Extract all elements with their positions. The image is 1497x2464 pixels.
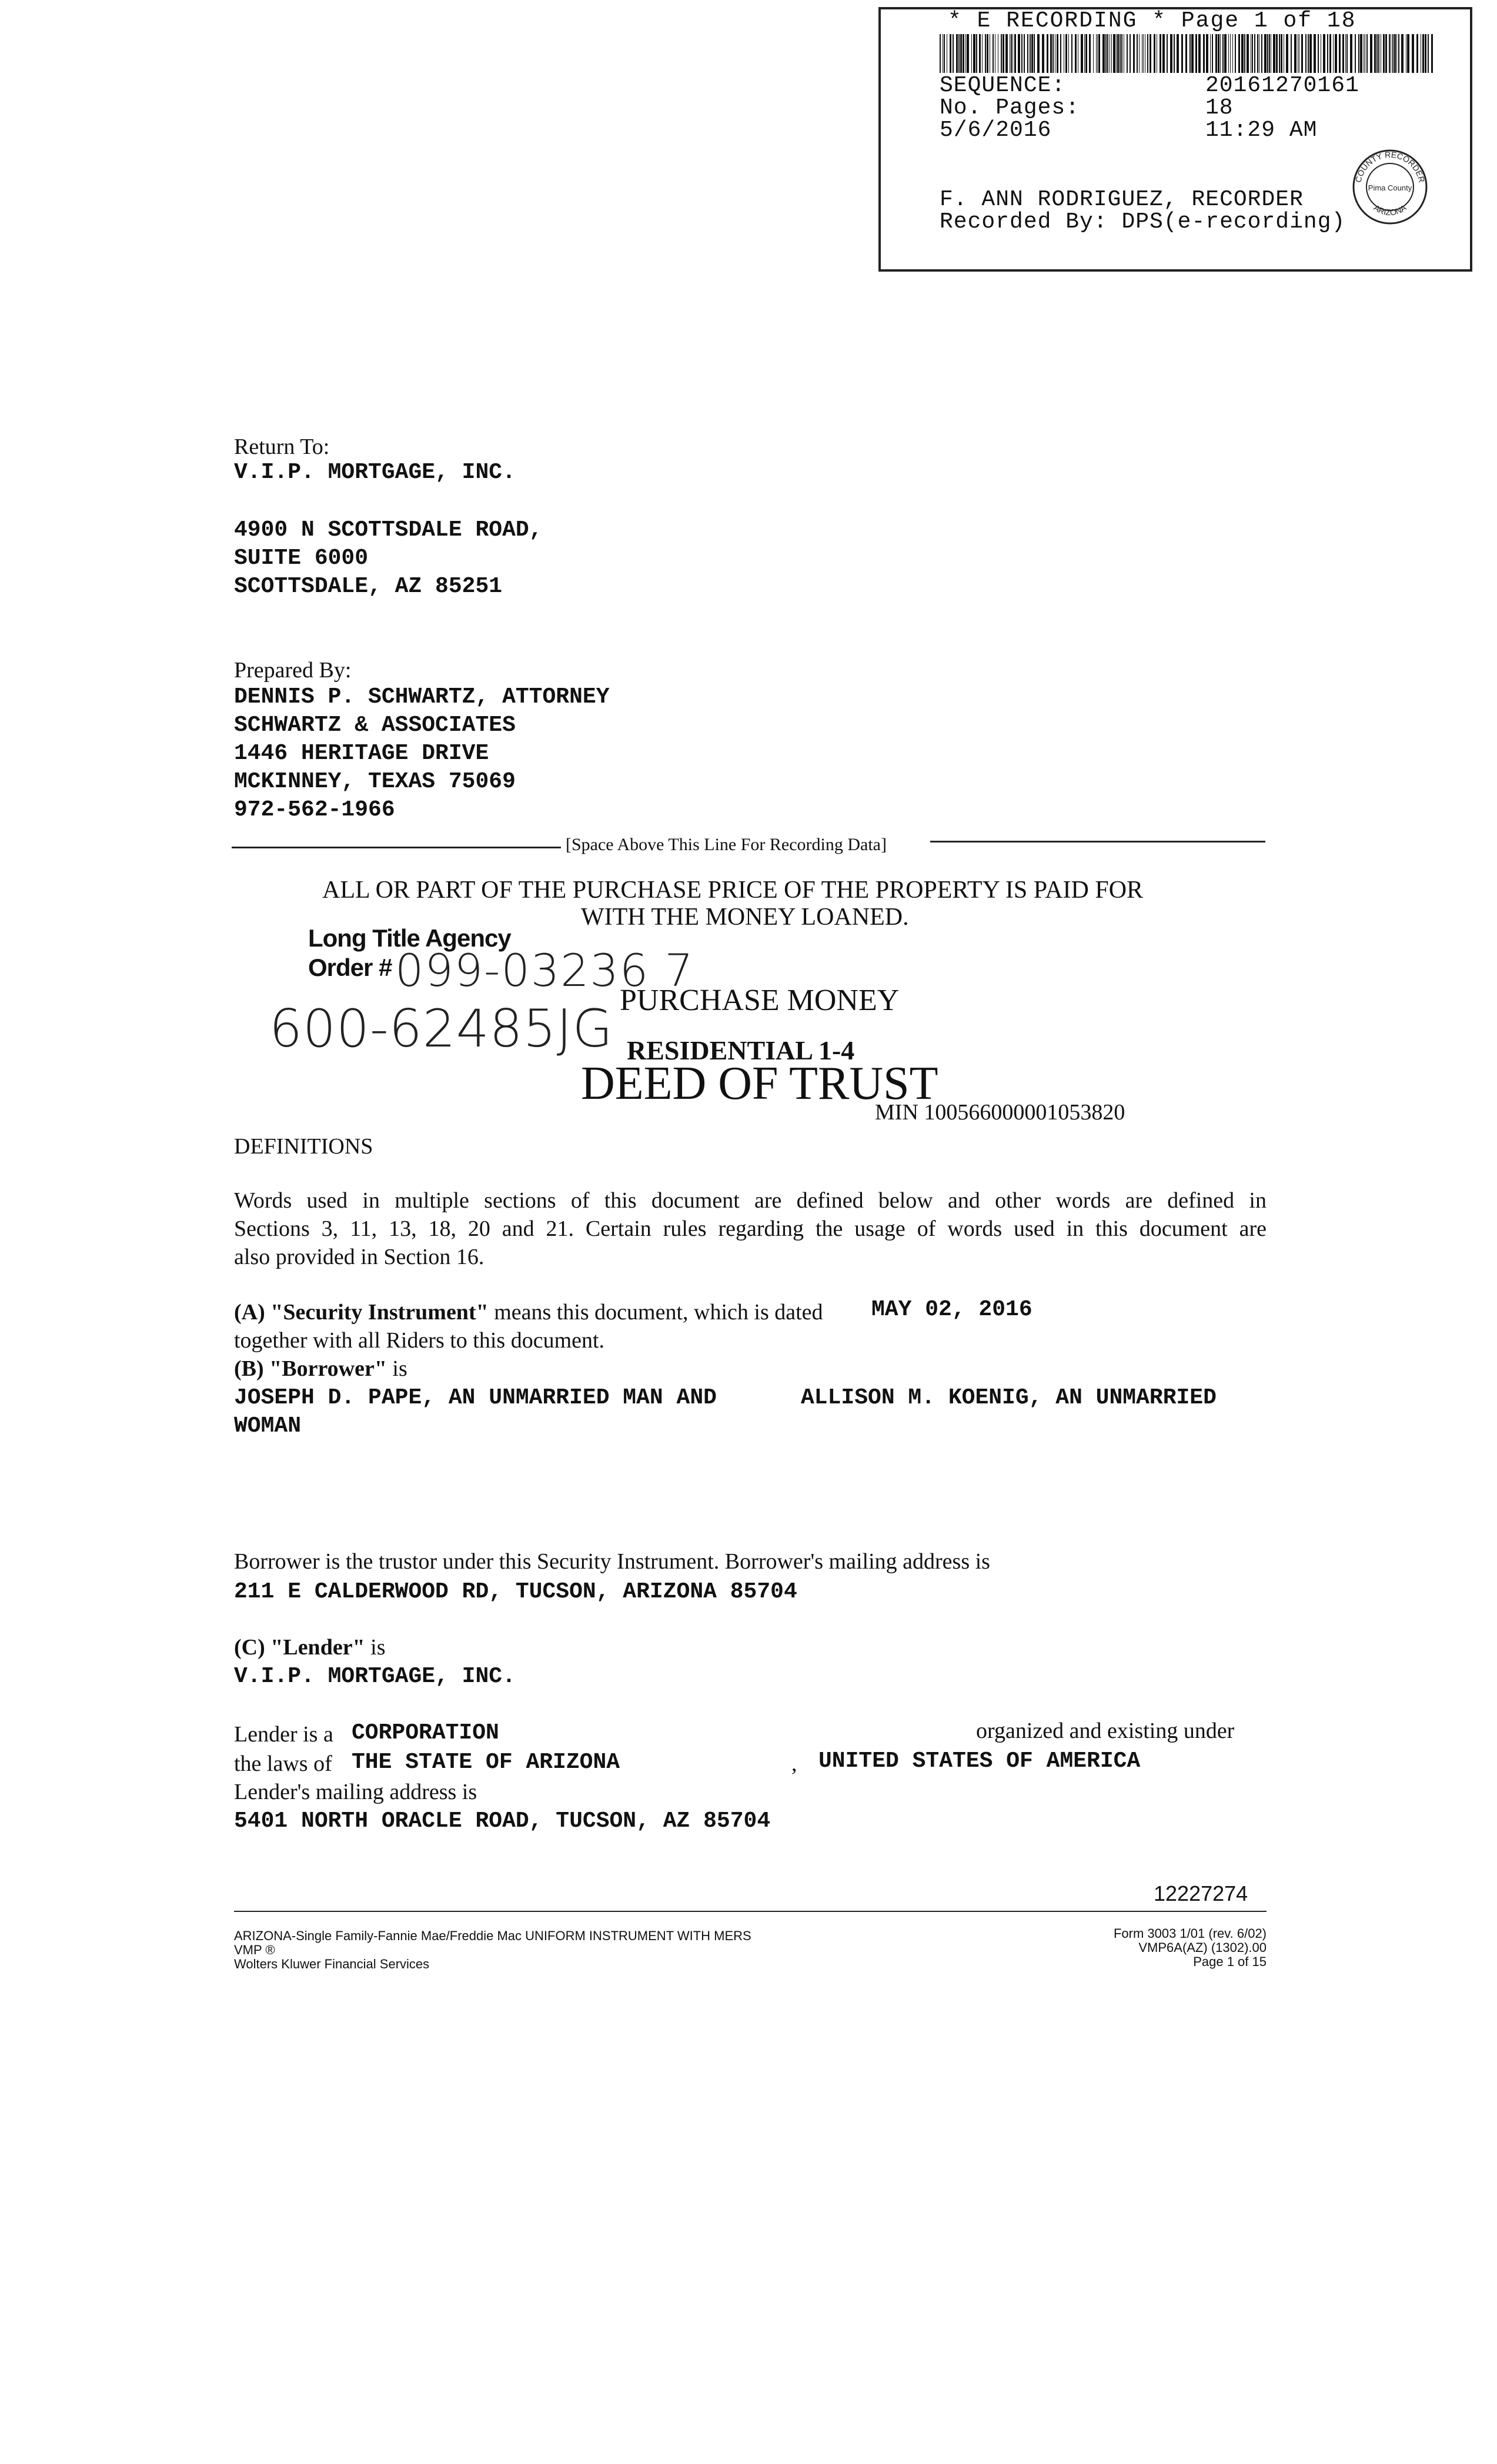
barcode-bar [940, 34, 941, 73]
definitions-intro-line-3: also provided in Section 16. [234, 1245, 484, 1269]
barcode-bar [1189, 34, 1191, 73]
space-above-line-text: [Space Above This Line For Recording Data] [566, 835, 887, 854]
prepared-by-line-5: 972-562-1966 [234, 797, 395, 823]
barcode-bar [982, 34, 983, 73]
prepared-by-line-4: MCKINNEY, TEXAS 75069 [234, 769, 516, 794]
barcode-bar [1024, 34, 1025, 73]
barcode-bar [958, 34, 960, 73]
prepared-by-line-2: SCHWARTZ & ASSOCIATES [234, 713, 516, 738]
barcode-bar [1401, 34, 1404, 73]
barcode-bar [1269, 34, 1270, 73]
footer-page-number: Page 1 of 15 [1193, 1954, 1267, 1969]
barcode-bar [1121, 34, 1122, 73]
barcode-bar [1358, 34, 1359, 73]
barcode-bar [1191, 34, 1194, 73]
barcode-bar [1247, 34, 1249, 73]
barcode-bar [1174, 34, 1175, 73]
definitions-intro-line-2 [234, 1216, 1267, 1242]
return-to-address-1: 4900 N SCOTTSDALE ROAD, [234, 517, 543, 543]
barcode-bar [1089, 34, 1091, 73]
footer-form-description: ARIZONA-Single Family-Fannie Mae/Freddie Mac UNIFORM INSTRUMENT WITH MERS [234, 1928, 751, 1943]
barcode-bar [1267, 34, 1268, 73]
barcode-bar [985, 34, 986, 73]
recording-time: 11:29 AM [1205, 118, 1318, 143]
barcode-bar [1335, 34, 1337, 73]
barcode-bar [1050, 34, 1052, 73]
seal-top-text: COUNTY RECORDER [1353, 149, 1427, 183]
barcode-bar [1232, 34, 1233, 73]
barcode-bar [1412, 34, 1414, 73]
barcode-bar [979, 34, 981, 73]
barcode-bar [1130, 34, 1131, 73]
barcode-bar [1339, 34, 1341, 73]
barcode-bar [1198, 34, 1201, 73]
barcode-bar [1360, 34, 1362, 73]
security-instrument-date: MAY 02, 2016 [871, 1297, 1032, 1322]
barcode-bar [1318, 34, 1319, 73]
definitions-intro-text-1: Words used in multiple sections of this document are defined below and other words are defined in [234, 1188, 1267, 1213]
borrower-name-1: JOSEPH D. PAPE, AN UNMARRIED MAN AND [234, 1385, 717, 1410]
barcode-bar [1394, 34, 1396, 73]
barcode-bar [1116, 34, 1117, 73]
prepared-by-label: Prepared By: [234, 658, 352, 683]
barcode-bar [1030, 34, 1031, 73]
barcode-bar [971, 34, 972, 73]
barcode-bar [1220, 34, 1221, 73]
barcode-bar [1215, 34, 1217, 73]
state-country-comma: , [791, 1751, 797, 1776]
lender-name: V.I.P. MORTGAGE, INC. [234, 1664, 516, 1689]
barcode-bar [1154, 34, 1155, 73]
definition-a-text-2: together with all Riders to this document. [234, 1328, 605, 1353]
barcode-bar [1001, 34, 1002, 73]
barcode-bar [1252, 34, 1253, 73]
barcode-bar [1034, 34, 1035, 73]
barcode-bar [1170, 34, 1172, 73]
barcode-bar [1117, 34, 1119, 73]
barcode-bar [1376, 34, 1378, 73]
barcode-bar [1210, 34, 1211, 73]
purchase-notice-line-1: ALL OR PART OF THE PURCHASE PRICE OF THE PROPERTY IS PAID FOR [322, 877, 1144, 904]
barcode-bar [1068, 34, 1069, 73]
prepared-by-line-1: DENNIS P. SCHWARTZ, ATTORNEY [234, 684, 610, 710]
laws-of-text: the laws of [234, 1751, 332, 1776]
barcode-bar [1107, 34, 1108, 73]
footer-rule [234, 1911, 1267, 1912]
recorded-by: Recorded By: DPS(e-recording) [940, 209, 1346, 235]
barcode-bar [1350, 34, 1352, 73]
barcode-bar [1305, 34, 1306, 73]
barcode-bar [1042, 34, 1044, 73]
barcode-bar [1279, 34, 1280, 73]
barcode-bar [1102, 34, 1105, 73]
barcode-bar [1133, 34, 1135, 73]
barcode-bar [1159, 34, 1161, 73]
barcode-bar [1422, 34, 1424, 73]
barcode-bar [1097, 34, 1098, 73]
organized-existing-text: organized and existing under [976, 1719, 1235, 1743]
definition-a-text: means this document, which is dated [494, 1300, 823, 1325]
barcode-bar [1230, 34, 1231, 73]
barcode-bar [1031, 34, 1033, 73]
barcode-bar [1228, 34, 1229, 73]
barcode-bar [1111, 34, 1112, 73]
barcode-bar [993, 34, 994, 73]
barcode-bar [953, 34, 954, 73]
barcode-bar [1238, 34, 1240, 73]
barcode-bar [1314, 34, 1316, 73]
barcode-bar [1327, 34, 1328, 73]
barcode-bar [1143, 34, 1144, 73]
footer-vmp: VMP ® [234, 1943, 275, 1957]
lender-mailing-address: 5401 NORTH ORACLE ROAD, TUCSON, AZ 85704 [234, 1808, 771, 1834]
order-label: Order # [308, 954, 392, 981]
barcode-bar [1195, 34, 1197, 73]
barcode-bar [1071, 34, 1072, 73]
barcode-bar [1235, 34, 1236, 73]
barcode-bar [1254, 34, 1255, 73]
seal-bottom-text: ARIZONA [1372, 202, 1408, 218]
borrower-name-2: ALLISON M. KOENIG, AN UNMARRIED [801, 1385, 1217, 1410]
definition-b-label: (B) "Borrower" [234, 1356, 387, 1381]
definitions-intro-text-2: Sections 3, 11, 13, 18, 20 and 21. Certain rules regarding the usage of words used in this document are [234, 1216, 1267, 1241]
purchase-notice-line-2: WITH THE MONEY LOANED. [581, 904, 909, 931]
barcode-bar [1309, 34, 1312, 73]
barcode-bar [1241, 34, 1244, 73]
recording-rule-right [930, 841, 1265, 842]
definition-c-row [234, 1634, 386, 1660]
barcode-bar [944, 34, 945, 73]
purchase-money-label: PURCHASE MONEY [620, 984, 900, 1017]
definition-a-label: (A) "Security Instrument" [234, 1300, 489, 1325]
barcode-bar [1291, 34, 1292, 73]
barcode-bar [1281, 34, 1282, 73]
barcode-bar [1120, 34, 1121, 73]
definition-a-row [234, 1299, 823, 1325]
barcode-bar [1037, 34, 1040, 73]
definitions-heading: DEFINITIONS [234, 1134, 373, 1159]
recording-date: 5/6/2016 [940, 118, 1052, 143]
barcode-bar [1137, 34, 1138, 73]
barcode-bar [960, 34, 962, 73]
deed-of-trust-title: DEED OF TRUST [581, 1058, 938, 1109]
barcode-bar [1185, 34, 1187, 73]
barcode-bar [1261, 34, 1262, 73]
barcode-bar [1301, 34, 1303, 73]
pages-label: No. Pages: [940, 95, 1080, 121]
barcode-bar [1081, 34, 1083, 73]
barcode-bar [1222, 34, 1224, 73]
barcode-bar [1162, 34, 1165, 73]
barcode-bar [1065, 34, 1067, 73]
definitions-intro-line-1 [234, 1188, 1267, 1213]
barcode-bar [1431, 34, 1433, 73]
barcode-bar [1027, 34, 1028, 73]
barcode-bar [1057, 34, 1058, 73]
barcode-bar [1206, 34, 1208, 73]
sequence-value: 20161270161 [1205, 73, 1359, 98]
barcode-bar [965, 34, 966, 73]
barcode-bar [1425, 34, 1426, 73]
barcode-bar [1085, 34, 1087, 73]
barcode-bar [1139, 34, 1140, 73]
return-to-address-2: SUITE 6000 [234, 546, 369, 571]
footer-form-code: VMP6A(AZ) (1302).00 [1138, 1940, 1267, 1955]
prepared-by-line-3: 1446 HERITAGE DRIVE [234, 741, 489, 766]
barcode-bar [1224, 34, 1227, 73]
barcode-bar [1374, 34, 1376, 73]
title-agency-stamp: Long Title Agency [308, 924, 511, 952]
barcode-bar [1329, 34, 1331, 73]
lender-country: UNITED STATES OF AMERICA [818, 1748, 1141, 1774]
barcode [940, 34, 1433, 73]
footer-publisher: Wolters Kluwer Financial Services [234, 1957, 430, 1971]
recording-rule-left [232, 847, 561, 848]
sequence-label: SEQUENCE: [940, 73, 1066, 98]
barcode-bar [1181, 34, 1183, 73]
barcode-bar [976, 34, 977, 73]
borrower-mailing-address: 211 E CALDERWOOD RD, TUCSON, ARIZONA 85704 [234, 1579, 797, 1604]
definition-c-label: (C) "Lender" [234, 1635, 365, 1660]
barcode-bar [1005, 34, 1008, 73]
barcode-bar [1212, 34, 1213, 73]
barcode-bar [1060, 34, 1061, 73]
barcode-bar [1113, 34, 1115, 73]
barcode-bar [1355, 34, 1356, 73]
barcode-bar [1370, 34, 1372, 73]
barcode-bar [1378, 34, 1379, 73]
barcode-bar [1147, 34, 1148, 73]
barcode-bar [1167, 34, 1168, 73]
barcode-bar [1345, 34, 1346, 73]
lender-type: CORPORATION [352, 1720, 499, 1746]
barcode-bar [1389, 34, 1390, 73]
barcode-bar [1021, 34, 1022, 73]
borrower-name-3: WOMAN [234, 1413, 302, 1439]
barcode-bar [1218, 34, 1219, 73]
footer-form-number: Form 3003 1/01 (rev. 6/02) [1113, 1926, 1267, 1941]
lender-mailing-label: Lender's mailing address is [234, 1780, 477, 1804]
barcode-bar [1052, 34, 1054, 73]
barcode-bar [1047, 34, 1048, 73]
barcode-bar [963, 34, 964, 73]
barcode-bar [1150, 34, 1151, 73]
residential-label: RESIDENTIAL 1-4 [627, 1035, 855, 1065]
barcode-bar [1342, 34, 1344, 73]
barcode-bar [1105, 34, 1107, 73]
barcode-bar [1323, 34, 1325, 73]
barcode-bar [1383, 34, 1385, 73]
barcode-bar [1396, 34, 1397, 73]
loan-number: 12227274 [1154, 1881, 1248, 1905]
barcode-bar [1244, 34, 1245, 73]
barcode-bar [973, 34, 975, 73]
barcode-bar [950, 34, 951, 73]
barcode-bar [1346, 34, 1348, 73]
county-seal [1351, 148, 1429, 226]
barcode-bar [1127, 34, 1128, 73]
barcode-bar [1075, 34, 1077, 73]
barcode-bar [1428, 34, 1429, 73]
min-number: MIN 100566000001053820 [875, 1100, 1125, 1125]
seal-center-text: Pima County [1368, 183, 1412, 192]
definition-c-is: is [370, 1635, 386, 1660]
recorder-name: F. ANN RODRIGUEZ, RECORDER [940, 187, 1304, 212]
barcode-bar [1084, 34, 1085, 73]
barcode-bar [1203, 34, 1205, 73]
barcode-bar [1098, 34, 1100, 73]
barcode-bar [1273, 34, 1275, 73]
lender-state: THE STATE OF ARIZONA [352, 1750, 620, 1775]
barcode-bar [987, 34, 988, 73]
borrower-trustor-text: Borrower is the trustor under this Security Instrument. Borrower's mailing address is [234, 1549, 990, 1574]
barcode-bar [1257, 34, 1258, 73]
barcode-bar [1018, 34, 1020, 73]
barcode-bar [1003, 34, 1004, 73]
barcode-bar [1392, 34, 1394, 73]
barcode-bar [1093, 34, 1094, 73]
barcode-bar [1366, 34, 1368, 73]
barcode-bar [1264, 34, 1267, 73]
barcode-bar [1407, 34, 1409, 73]
definition-b-row [234, 1356, 407, 1382]
handwritten-file-number: 600-62485JG [269, 998, 613, 1059]
return-to-address-3: SCOTTSDALE, AZ 85251 [234, 574, 503, 599]
return-to-name: V.I.P. MORTGAGE, INC. [234, 460, 516, 485]
barcode-bar [1385, 34, 1387, 73]
barcode-bar [1333, 34, 1334, 73]
lender-is-a: Lender is a [234, 1722, 333, 1747]
barcode-bar [1308, 34, 1309, 73]
definition-b-is: is [392, 1356, 407, 1381]
barcode-bar [1416, 34, 1418, 73]
barcode-bar [1286, 34, 1288, 73]
pages-value: 18 [1205, 95, 1234, 121]
barcode-bar [1014, 34, 1016, 73]
barcode-bar [1294, 34, 1296, 73]
barcode-bar [1276, 34, 1278, 73]
barcode-bar [1398, 34, 1399, 73]
handwritten-order-number: 099-03236 7 [395, 944, 694, 997]
barcode-bar [956, 34, 958, 73]
barcode-bar [1177, 34, 1179, 73]
recording-title: * E RECORDING * Page 1 of 18 [948, 8, 1356, 34]
barcode-bar [967, 34, 969, 73]
return-to-label: Return To: [234, 434, 330, 459]
barcode-bar [1096, 34, 1097, 73]
barcode-bar [1011, 34, 1012, 73]
